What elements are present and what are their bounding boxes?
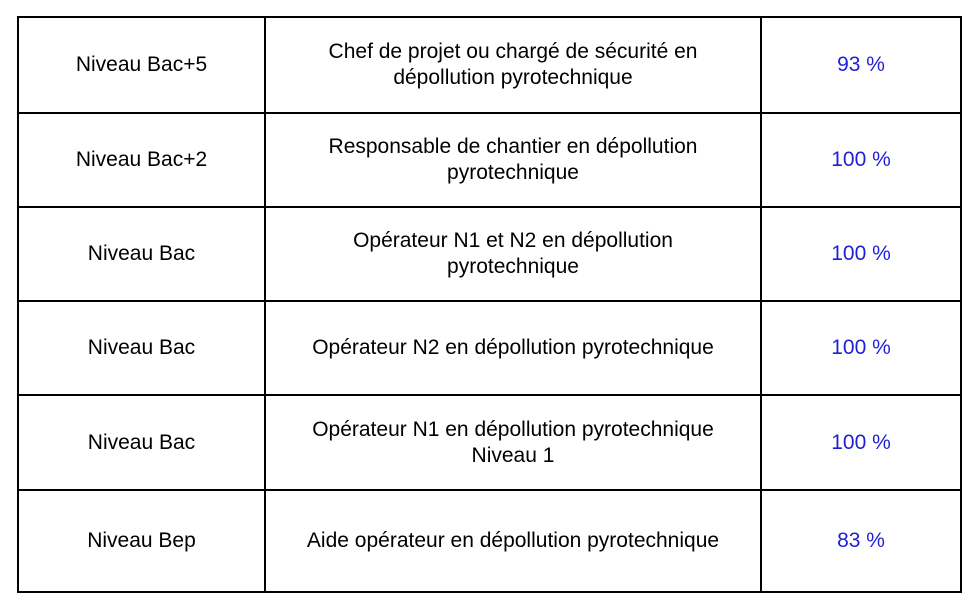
role-line: Aide opérateur en dépollution pyrotechnique bbox=[306, 529, 720, 552]
rate-cell: 100 % bbox=[761, 113, 961, 207]
table-row bbox=[18, 207, 961, 301]
role-line: Chef de projet ou chargé de sécurité en bbox=[328, 40, 698, 63]
role-cell bbox=[265, 207, 761, 301]
level-cell: Niveau Bac bbox=[18, 395, 265, 490]
table-row bbox=[18, 113, 961, 207]
role-line: Niveau 1 bbox=[471, 443, 555, 467]
role-line: pyrotechnique bbox=[447, 255, 579, 278]
rate-cell: 100 % bbox=[761, 301, 961, 395]
table-row bbox=[18, 490, 961, 592]
table-row bbox=[18, 395, 961, 490]
role-cell bbox=[265, 17, 761, 113]
role-cell bbox=[265, 490, 761, 592]
rate-cell: 100 % bbox=[761, 207, 961, 301]
role-cell bbox=[265, 395, 761, 490]
role-line: dépollution pyrotechnique bbox=[393, 66, 633, 89]
role-cell bbox=[265, 113, 761, 207]
role-line: Opérateur N1 en dépollution pyrotechnique bbox=[312, 417, 714, 441]
role-line: Responsable de chantier en dépollution bbox=[328, 135, 698, 158]
level-cell: Niveau Bac bbox=[18, 301, 265, 395]
role-line: Opérateur N1 et N2 en dépollution bbox=[353, 229, 673, 252]
level-cell: Niveau Bac+5 bbox=[18, 17, 265, 113]
rate-cell: 83 % bbox=[761, 490, 961, 592]
role-line: Opérateur N2 en dépollution pyrotechnique bbox=[312, 336, 714, 359]
training-levels-table bbox=[17, 16, 962, 593]
rate-cell: 100 % bbox=[761, 395, 961, 490]
level-cell: Niveau Bac+2 bbox=[18, 113, 265, 207]
role-cell bbox=[265, 301, 761, 395]
table-row bbox=[18, 17, 961, 113]
level-cell: Niveau Bep bbox=[18, 490, 265, 592]
role-line: pyrotechnique bbox=[447, 161, 579, 184]
level-cell: Niveau Bac bbox=[18, 207, 265, 301]
rate-cell: 93 % bbox=[761, 17, 961, 113]
table-row bbox=[18, 301, 961, 395]
